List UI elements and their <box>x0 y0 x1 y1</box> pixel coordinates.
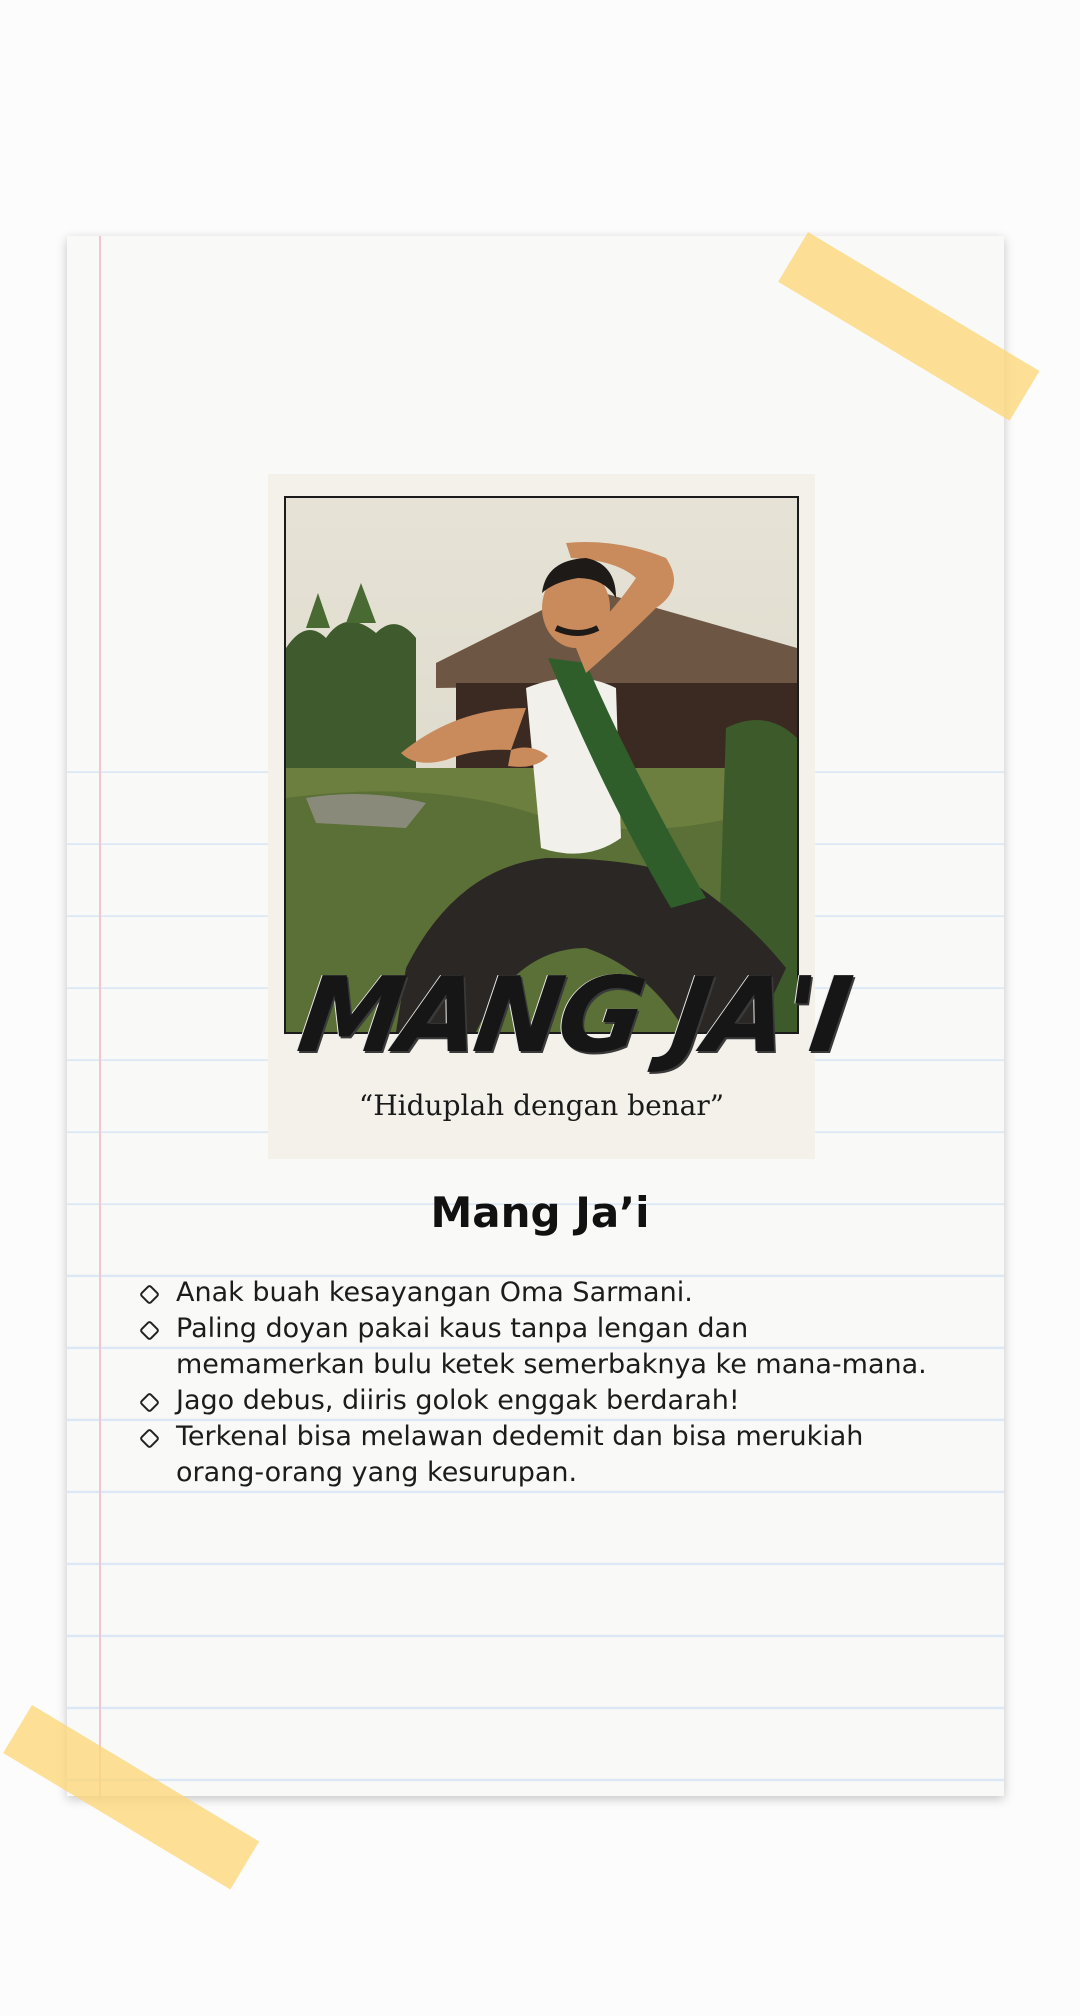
list-item-text: Paling doyan pakai kaus tanpa lengan dan memamerkan bulu ketek semerbaknya ke mana-mana. <box>176 1313 927 1380</box>
character-card <box>268 474 855 1159</box>
list-item <box>140 1311 940 1383</box>
list-item-text: Anak buah kesayangan Oma Sarmani. <box>176 1277 693 1308</box>
list-item-text: Terkenal bisa melawan dedemit dan bisa merukiah orang-orang yang kesurupan. <box>176 1421 864 1488</box>
character-title-logo: MANG JA'I <box>291 954 855 1076</box>
diamond-bullet-icon <box>139 1320 160 1341</box>
tagline: “Hiduplah dengan benar” <box>358 1089 725 1122</box>
diamond-bullet-icon <box>139 1284 160 1305</box>
list-item <box>140 1275 940 1311</box>
diamond-bullet-icon <box>139 1392 160 1413</box>
list-item-text: Jago debus, diiris golok enggak berdarah! <box>176 1385 740 1416</box>
character-name: Mang Ja’i <box>430 1188 650 1237</box>
character-facts-list <box>140 1275 940 1491</box>
list-item <box>140 1419 940 1491</box>
diamond-bullet-icon <box>139 1428 160 1449</box>
list-item <box>140 1383 940 1419</box>
margin-line <box>99 236 101 1796</box>
